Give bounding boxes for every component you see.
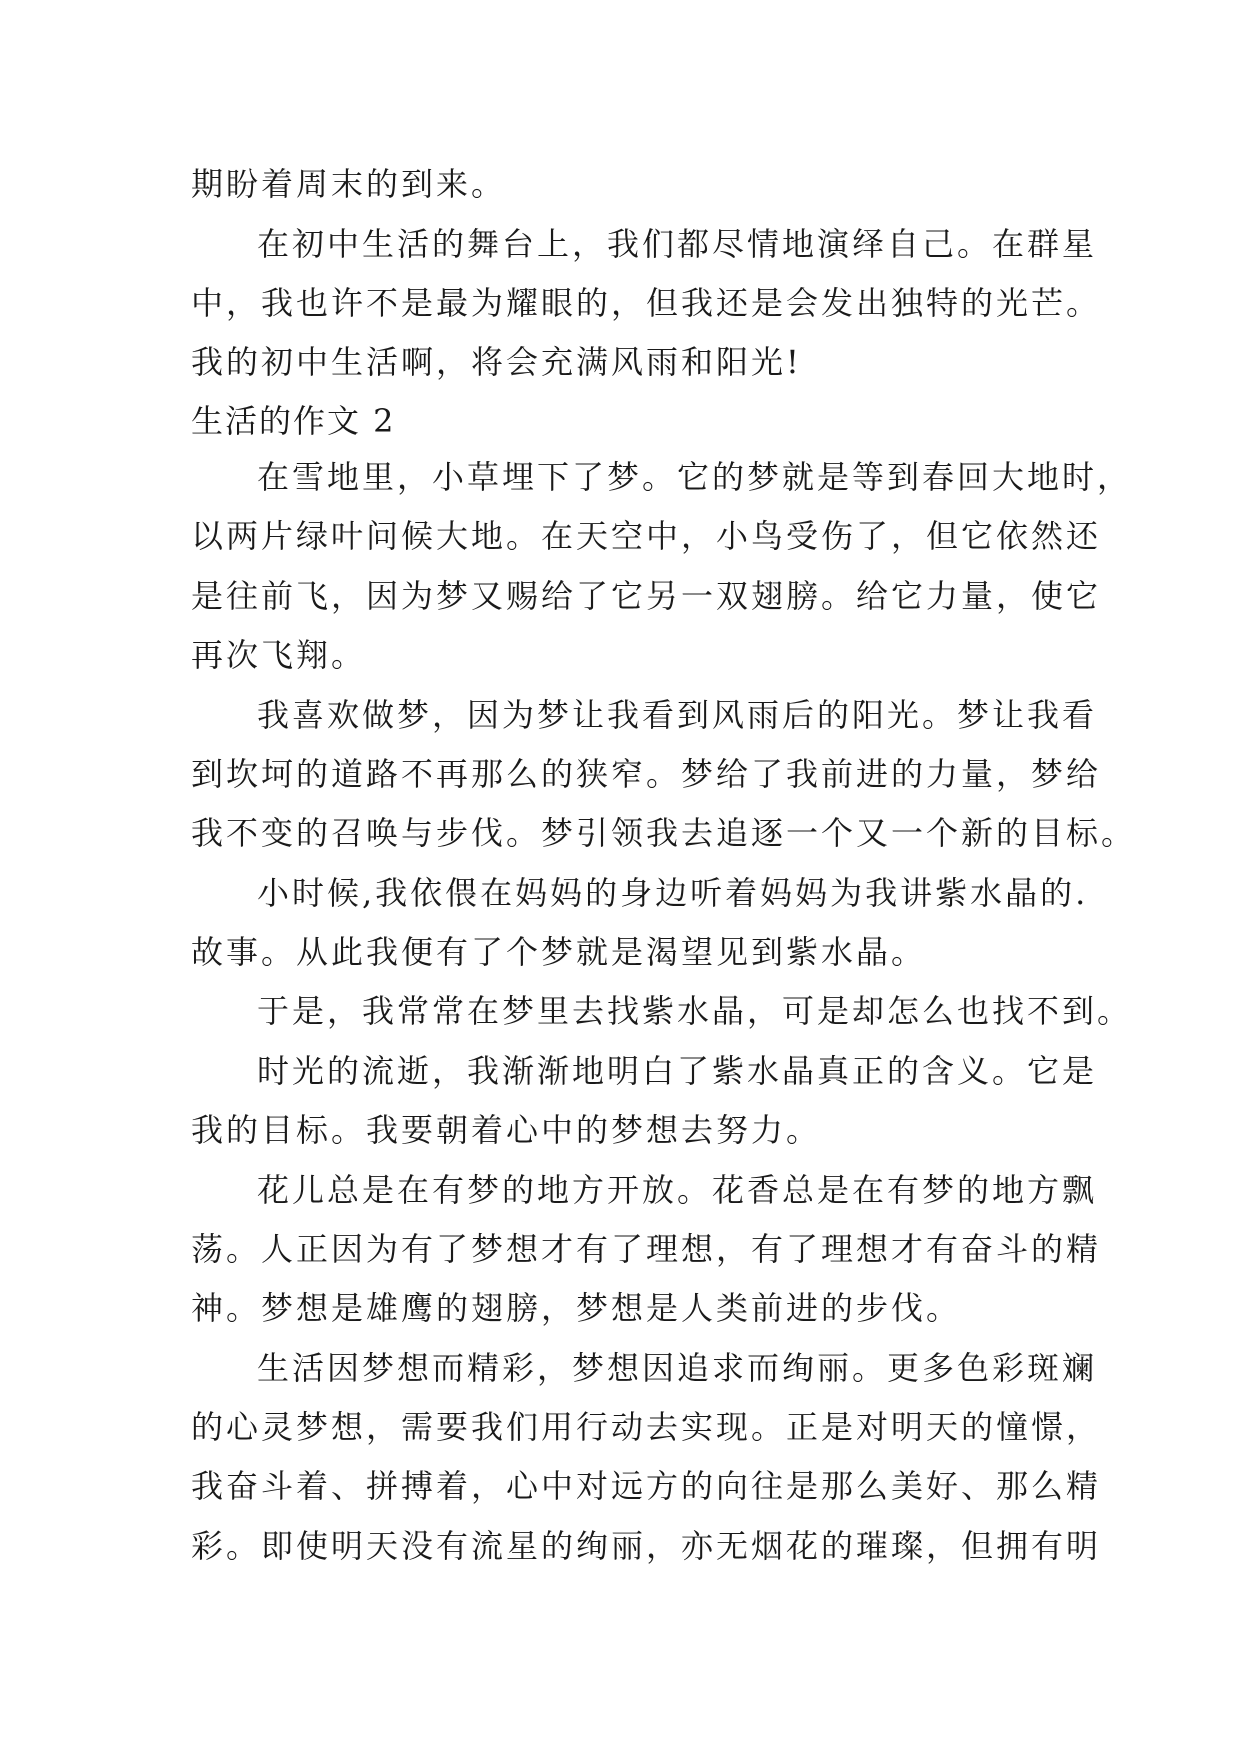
body-text-line: 以两片绿叶问候大地。在天空中，小鸟受伤了，但它依然还 [191, 517, 1102, 555]
body-text-line: 期盼着周末的到来。 [191, 165, 507, 203]
body-text-line: 神。梦想是雄鹰的翅膀，梦想是人类前进的步伐。 [191, 1289, 962, 1327]
body-text-line: 彩。即使明天没有流星的绚丽，亦无烟花的璀璨，但拥有明 [191, 1527, 1102, 1565]
body-text-line: 我不变的召唤与步伐。梦引领我去追逐一个又一个新的目标。 [191, 814, 1137, 852]
body-text-line: 在初中生活的舞台上，我们都尽情地演绎自己。在群星 [257, 225, 1098, 263]
body-text-line: 我奋斗着、拼搏着，心中对远方的向往是那么美好、那么精 [191, 1467, 1102, 1505]
body-text-line: 在雪地里，小草埋下了梦。它的梦就是等到春回大地时， [257, 458, 1133, 496]
body-text-line: 生活因梦想而精彩，梦想因追求而绚丽。更多色彩斑斓 [257, 1349, 1098, 1387]
body-text-line: 中，我也许不是最为耀眼的，但我还是会发出独特的光芒。 [191, 284, 1102, 322]
body-text-line: 再次飞翔。 [191, 636, 367, 674]
body-text-line: 故事。从此我便有了个梦就是渴望见到紫水晶。 [191, 933, 927, 971]
body-text-line: 的心灵梦想，需要我们用行动去实现。正是对明天的憧憬， [191, 1408, 1102, 1446]
body-text-line: 我的初中生活啊，将会充满风雨和阳光! [191, 343, 802, 381]
body-text-line: 是往前飞，因为梦又赐给了它另一双翅膀。给它力量，使它 [191, 577, 1102, 615]
section-heading: 生活的作文 2 [191, 402, 396, 440]
body-text-line: 于是，我常常在梦里去找紫水晶，可是却怎么也找不到。 [257, 992, 1133, 1030]
body-text-line: 时光的流逝，我渐渐地明白了紫水晶真正的含义。它是 [257, 1052, 1098, 1090]
body-text-line: 我喜欢做梦，因为梦让我看到风雨后的阳光。梦让我看 [257, 696, 1098, 734]
body-text-line: 我的目标。我要朝着心中的梦想去努力。 [191, 1111, 822, 1149]
body-text-line: 荡。人正因为有了梦想才有了理想，有了理想才有奋斗的精 [191, 1230, 1102, 1268]
body-text-line: 到坎坷的道路不再那么的狭窄。梦给了我前进的力量，梦给 [191, 755, 1102, 793]
body-text-line: 花儿总是在有梦的地方开放。花香总是在有梦的地方飘 [257, 1171, 1098, 1209]
body-text-line: 小时候,我依偎在妈妈的身边听着妈妈为我讲紫水晶的. [257, 874, 1089, 912]
